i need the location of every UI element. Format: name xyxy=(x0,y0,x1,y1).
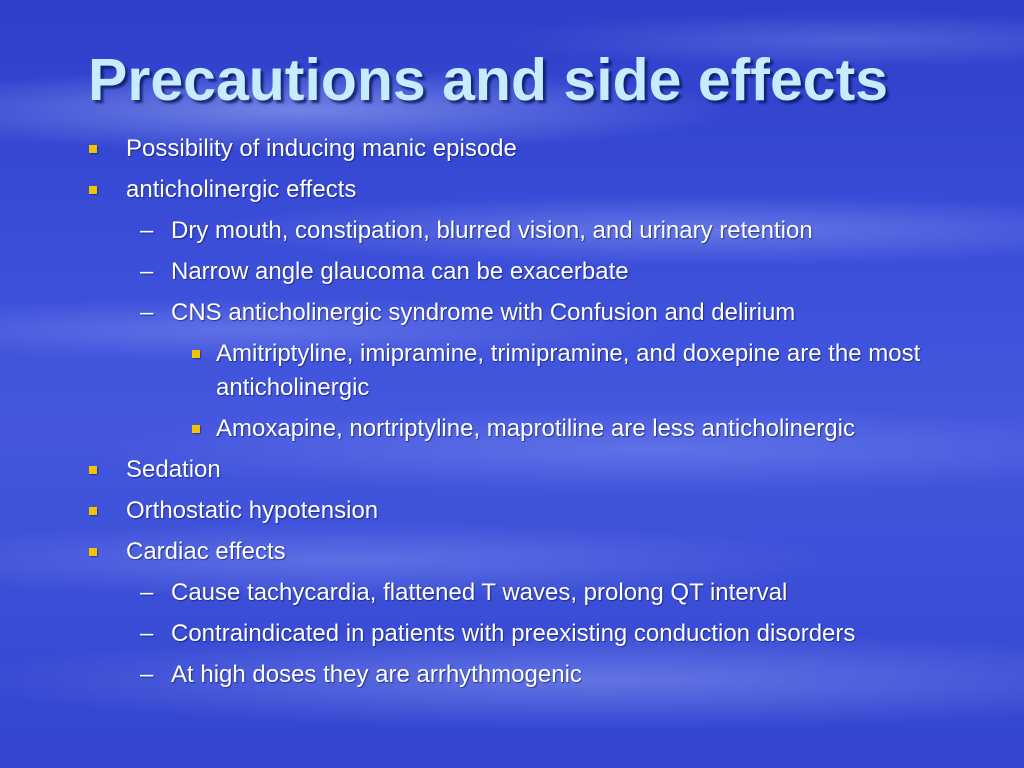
sub-bullet-item xyxy=(0,255,961,289)
bullet-text: At high doses they are arrhythmogenic xyxy=(171,661,582,688)
square-bullet-icon xyxy=(89,548,97,556)
bullet-text: CNS anticholinergic syndrome with Confusion and delirium xyxy=(171,299,796,326)
square-bullet-icon xyxy=(192,350,200,358)
dash-bullet: – xyxy=(140,258,154,285)
sub-sub-bullet-item xyxy=(0,412,956,446)
slide-title: Precautions and side effects xyxy=(88,47,889,113)
bullet-text: Cause tachycardia, flattened T waves, prolong QT interval xyxy=(171,579,788,606)
bullet-item xyxy=(0,494,1024,528)
bullet-list xyxy=(0,132,1024,692)
dash-bullet: – xyxy=(140,661,154,688)
sub-sub-bullet-item xyxy=(0,337,956,405)
sub-bullet-item xyxy=(0,617,961,651)
dash-bullet: – xyxy=(140,579,154,606)
bullet-text: Dry mouth, constipation, blurred vision, and urinary retention xyxy=(171,217,813,244)
sub-bullet-item xyxy=(0,296,961,330)
sub-bullet-item xyxy=(0,658,961,692)
bullet-text: Narrow angle glaucoma can be exacerbate xyxy=(171,258,629,285)
bullet-item xyxy=(0,453,1024,487)
sub-bullet-item xyxy=(0,576,961,610)
square-bullet-icon xyxy=(192,425,200,433)
bullet-text: Cardiac effects xyxy=(126,538,286,565)
bullet-item xyxy=(0,173,1024,207)
square-bullet-icon xyxy=(89,466,97,474)
bullet-text: Orthostatic hypotension xyxy=(126,497,379,524)
dash-bullet: – xyxy=(140,299,154,326)
dash-bullet: – xyxy=(140,217,154,244)
sub-bullet-item xyxy=(0,214,961,248)
square-bullet-icon xyxy=(89,145,97,153)
bullet-text: Contraindicated in patients with preexisting conduction disorders xyxy=(171,620,856,647)
bullet-text: anticholinergic effects xyxy=(126,176,357,203)
bullet-item xyxy=(0,535,1024,569)
bullet-text: Amoxapine, nortriptyline, maprotiline are less anticholinergic xyxy=(216,415,855,442)
bullet-text: Sedation xyxy=(126,456,221,483)
bullet-text: Amitriptyline, imipramine, trimipramine, and doxepine are the most anticholinergic xyxy=(216,340,921,401)
bullet-text: Possibility of inducing manic episode xyxy=(126,135,517,162)
square-bullet-icon xyxy=(89,507,97,515)
bullet-item xyxy=(0,132,1024,166)
dash-bullet: – xyxy=(140,620,154,647)
square-bullet-icon xyxy=(89,186,97,194)
